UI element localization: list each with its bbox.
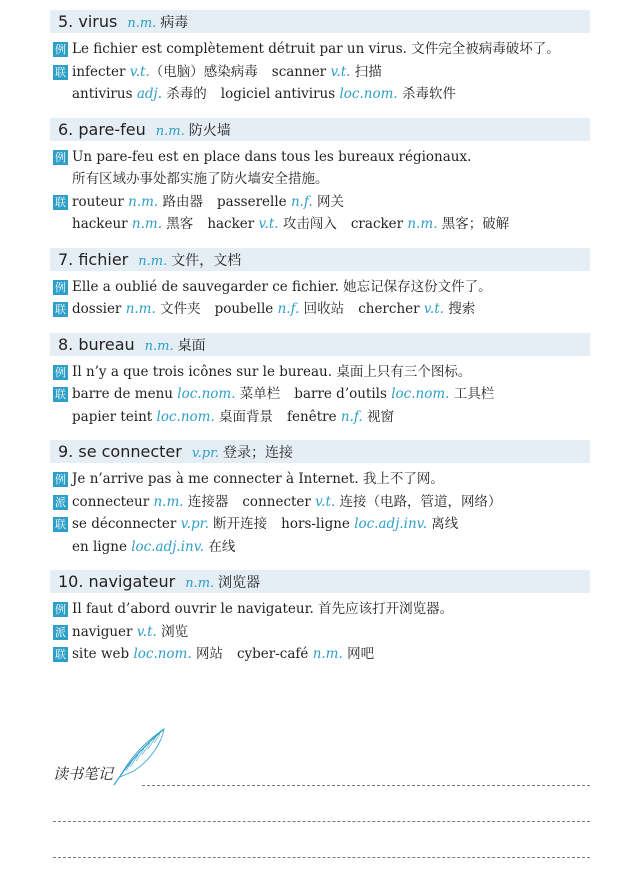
entry-line: [50, 468, 590, 491]
part-of-speech-label: n.f.: [340, 408, 363, 425]
line-tag-badge: 例: [55, 280, 66, 294]
entry-line: [50, 513, 590, 536]
line-text: 网关: [312, 193, 345, 210]
line-text: Un pare-feu est en place dans tous les bureaux régionaux.: [72, 148, 472, 165]
part-of-speech-label: v.t.: [258, 216, 279, 232]
part-of-speech-label: v.t.: [330, 63, 351, 80]
line-tag-badge: 例: [55, 150, 66, 164]
part-of-speech-label: loc.nom.: [156, 408, 215, 425]
entry-word: 10. navigateur: [58, 572, 176, 591]
line-text: 工具栏: [449, 386, 495, 402]
line-text: fenêtre: [287, 408, 341, 425]
entry-line: [50, 191, 590, 214]
line-text: se déconnecter: [72, 516, 181, 532]
entry-line: [50, 621, 590, 644]
line-text: 回收站: [299, 301, 345, 317]
part-of-speech-label: loc.nom.: [133, 646, 192, 662]
line-text: （电脑）感染病毒: [149, 63, 258, 80]
line-tag-badge: 联: [55, 388, 66, 401]
notes-line-2[interactable]: [53, 821, 590, 822]
entry-part-of-speech: v.pr.: [191, 446, 220, 461]
line-text: Elle a oublié de sauvegarder ce fichier. 她忘记保存这份文件了。: [72, 278, 492, 295]
notes-line-3[interactable]: [53, 857, 590, 858]
line-text: Il n’y a que trois icônes sur le bureau. 桌面上只有三个图标。: [72, 363, 472, 380]
line-text: passerelle: [217, 193, 291, 210]
entry-line: [50, 298, 590, 321]
line-text: 攻击闯入: [278, 216, 337, 232]
entry-line: [50, 643, 590, 666]
line-text: 所有区域办事处都实施了防火墙安全措施。: [72, 171, 329, 187]
entry-meaning: 病毒: [160, 15, 189, 31]
part-of-speech-label: n.m.: [125, 301, 156, 317]
part-of-speech-label: v.t.: [315, 493, 336, 510]
entry-header: [50, 333, 590, 356]
vocab-entry: [50, 248, 590, 321]
entry-meaning: 登录；连接: [223, 445, 294, 461]
line-tag-badge: 派: [55, 495, 66, 509]
vocab-entry: [50, 333, 590, 429]
line-tag-badge: 例: [55, 43, 66, 56]
entry-part-of-speech: n.m.: [138, 253, 168, 269]
part-of-speech-label: n.m.: [153, 493, 184, 510]
entry-meaning: 防火墙: [188, 122, 231, 139]
line-text: 杀毒软件: [397, 86, 456, 102]
line-text: barre de menu: [72, 386, 178, 402]
line-text: connecteur: [72, 493, 154, 510]
vocab-entry: [50, 10, 590, 106]
entry-line: [50, 406, 590, 429]
line-text: 黑客；破解: [437, 216, 510, 232]
line-text: 网吧: [342, 646, 375, 662]
part-of-speech-label: loc.adj.inv.: [131, 538, 205, 555]
part-of-speech-label: n.f.: [290, 193, 313, 210]
line-text: logiciel antivirus: [220, 86, 340, 102]
entry-line: [50, 146, 590, 169]
line-text: 视窗: [362, 408, 394, 425]
line-text: scanner: [271, 63, 331, 80]
line-text: poubelle: [214, 301, 278, 317]
line-text: 网站: [191, 646, 223, 662]
line-text: Le fichier est complètement détruit par un virus. 文件完全被病毒破坏了。: [72, 41, 560, 57]
line-text: 连接（电路，管道，网络）: [335, 493, 502, 510]
line-text: 搜索: [443, 301, 476, 317]
part-of-speech-label: n.m.: [131, 216, 163, 232]
entry-line: [50, 598, 590, 621]
line-text: 断开连接: [208, 516, 268, 532]
part-of-speech-label: v.t.: [136, 623, 157, 640]
part-of-speech-label: v.pr.: [180, 516, 209, 532]
part-of-speech-label: v.t.: [129, 63, 150, 80]
part-of-speech-label: loc.nom.: [391, 386, 450, 402]
line-text: hackeur: [72, 216, 132, 232]
reading-notes-area: [50, 725, 590, 865]
entry-part-of-speech: n.m.: [144, 338, 174, 354]
entry-line: [50, 491, 590, 514]
line-tag-badge: 例: [55, 603, 66, 616]
line-tag-badge: 派: [55, 625, 66, 639]
line-text: 在线: [204, 538, 236, 555]
line-tag-badge: 例: [55, 473, 66, 486]
line-text: dossier: [72, 301, 126, 317]
line-text: cyber-café: [236, 646, 313, 662]
vocab-entry: [50, 118, 590, 236]
line-text: 连接器: [183, 493, 229, 510]
feather-icon: [112, 725, 172, 787]
line-text: hacker: [207, 216, 259, 232]
part-of-speech-label: n.m.: [407, 216, 438, 232]
line-text: Il faut d’abord ouvrir le navigateur. 首先应该打开浏览器。: [72, 601, 454, 617]
line-text: connecter: [242, 493, 316, 510]
entry-word: 6. pare-feu: [58, 119, 146, 139]
notes-line-1[interactable]: [142, 785, 590, 786]
part-of-speech-label: v.t.: [423, 301, 444, 317]
entry-word: 5. virus: [58, 12, 118, 31]
entry-line: [50, 83, 590, 106]
line-tag-badge: 联: [55, 195, 66, 209]
entry-meaning: 浏览器: [218, 575, 261, 591]
notes-label: 读书笔记: [53, 765, 114, 783]
line-text: hors-ligne: [281, 516, 355, 532]
line-text: routeur: [72, 193, 129, 210]
entry-header: [50, 248, 590, 271]
line-text: 扫描: [350, 63, 382, 80]
part-of-speech-label: loc.nom.: [339, 86, 398, 102]
line-text: antivirus: [72, 86, 137, 102]
entry-header: [50, 440, 590, 463]
line-tag-badge: 联: [55, 65, 66, 79]
line-text: 文件夹: [155, 301, 201, 317]
line-text: chercher: [358, 301, 424, 317]
line-tag-badge: 联: [55, 303, 66, 316]
line-text: 离线: [427, 516, 459, 532]
line-text: en ligne: [72, 538, 132, 555]
part-of-speech-label: n.f.: [277, 301, 300, 317]
entry-line: [50, 361, 590, 384]
entry-word: 7. fichier: [58, 249, 129, 269]
line-text: site web: [72, 646, 134, 662]
entry-line: [50, 61, 590, 84]
line-text: 黑客: [162, 216, 194, 232]
entry-header: [50, 118, 590, 141]
line-text: 杀毒的: [161, 86, 207, 102]
entry-line: [50, 38, 590, 61]
vocab-entry: [50, 440, 590, 558]
line-tag-badge: 联: [55, 518, 66, 531]
line-text: 浏览: [156, 623, 189, 640]
entry-line: [50, 276, 590, 299]
entry-line: [50, 213, 590, 236]
vocabulary-page: [50, 10, 590, 678]
entry-word: 8. bureau: [58, 334, 135, 354]
line-text: Je n’arrive pas à me connecter à Internet. 我上不了网。: [72, 471, 444, 487]
entry-part-of-speech: n.m.: [155, 123, 185, 139]
line-text: barre d’outils: [294, 386, 392, 402]
entry-part-of-speech: n.m.: [127, 16, 157, 31]
line-tag-badge: 例: [55, 365, 66, 379]
line-text: 路由器: [158, 193, 204, 210]
entry-meaning: 桌面: [177, 337, 206, 354]
entry-part-of-speech: n.m.: [185, 576, 215, 591]
part-of-speech-label: adj.: [136, 86, 162, 102]
entry-word: 9. se connecter: [58, 442, 182, 461]
line-text: infecter: [72, 63, 130, 80]
line-text: cracker: [350, 216, 408, 232]
entry-line: [50, 383, 590, 406]
line-tag-badge: 联: [55, 648, 66, 661]
vocab-entry: [50, 570, 590, 666]
line-text: 桌面背景: [214, 408, 274, 425]
line-text: papier teint: [72, 408, 157, 425]
entry-line: [50, 536, 590, 559]
line-text: naviguer: [72, 623, 137, 640]
part-of-speech-label: n.m.: [128, 193, 159, 210]
part-of-speech-label: loc.nom.: [177, 386, 236, 402]
part-of-speech-label: n.m.: [312, 646, 343, 662]
entry-header: [50, 10, 590, 33]
entry-line: [50, 168, 590, 191]
entry-header: [50, 570, 590, 593]
line-text: 菜单栏: [235, 386, 281, 402]
entry-meaning: 文件，文档: [171, 252, 242, 269]
part-of-speech-label: loc.adj.inv.: [354, 516, 427, 532]
